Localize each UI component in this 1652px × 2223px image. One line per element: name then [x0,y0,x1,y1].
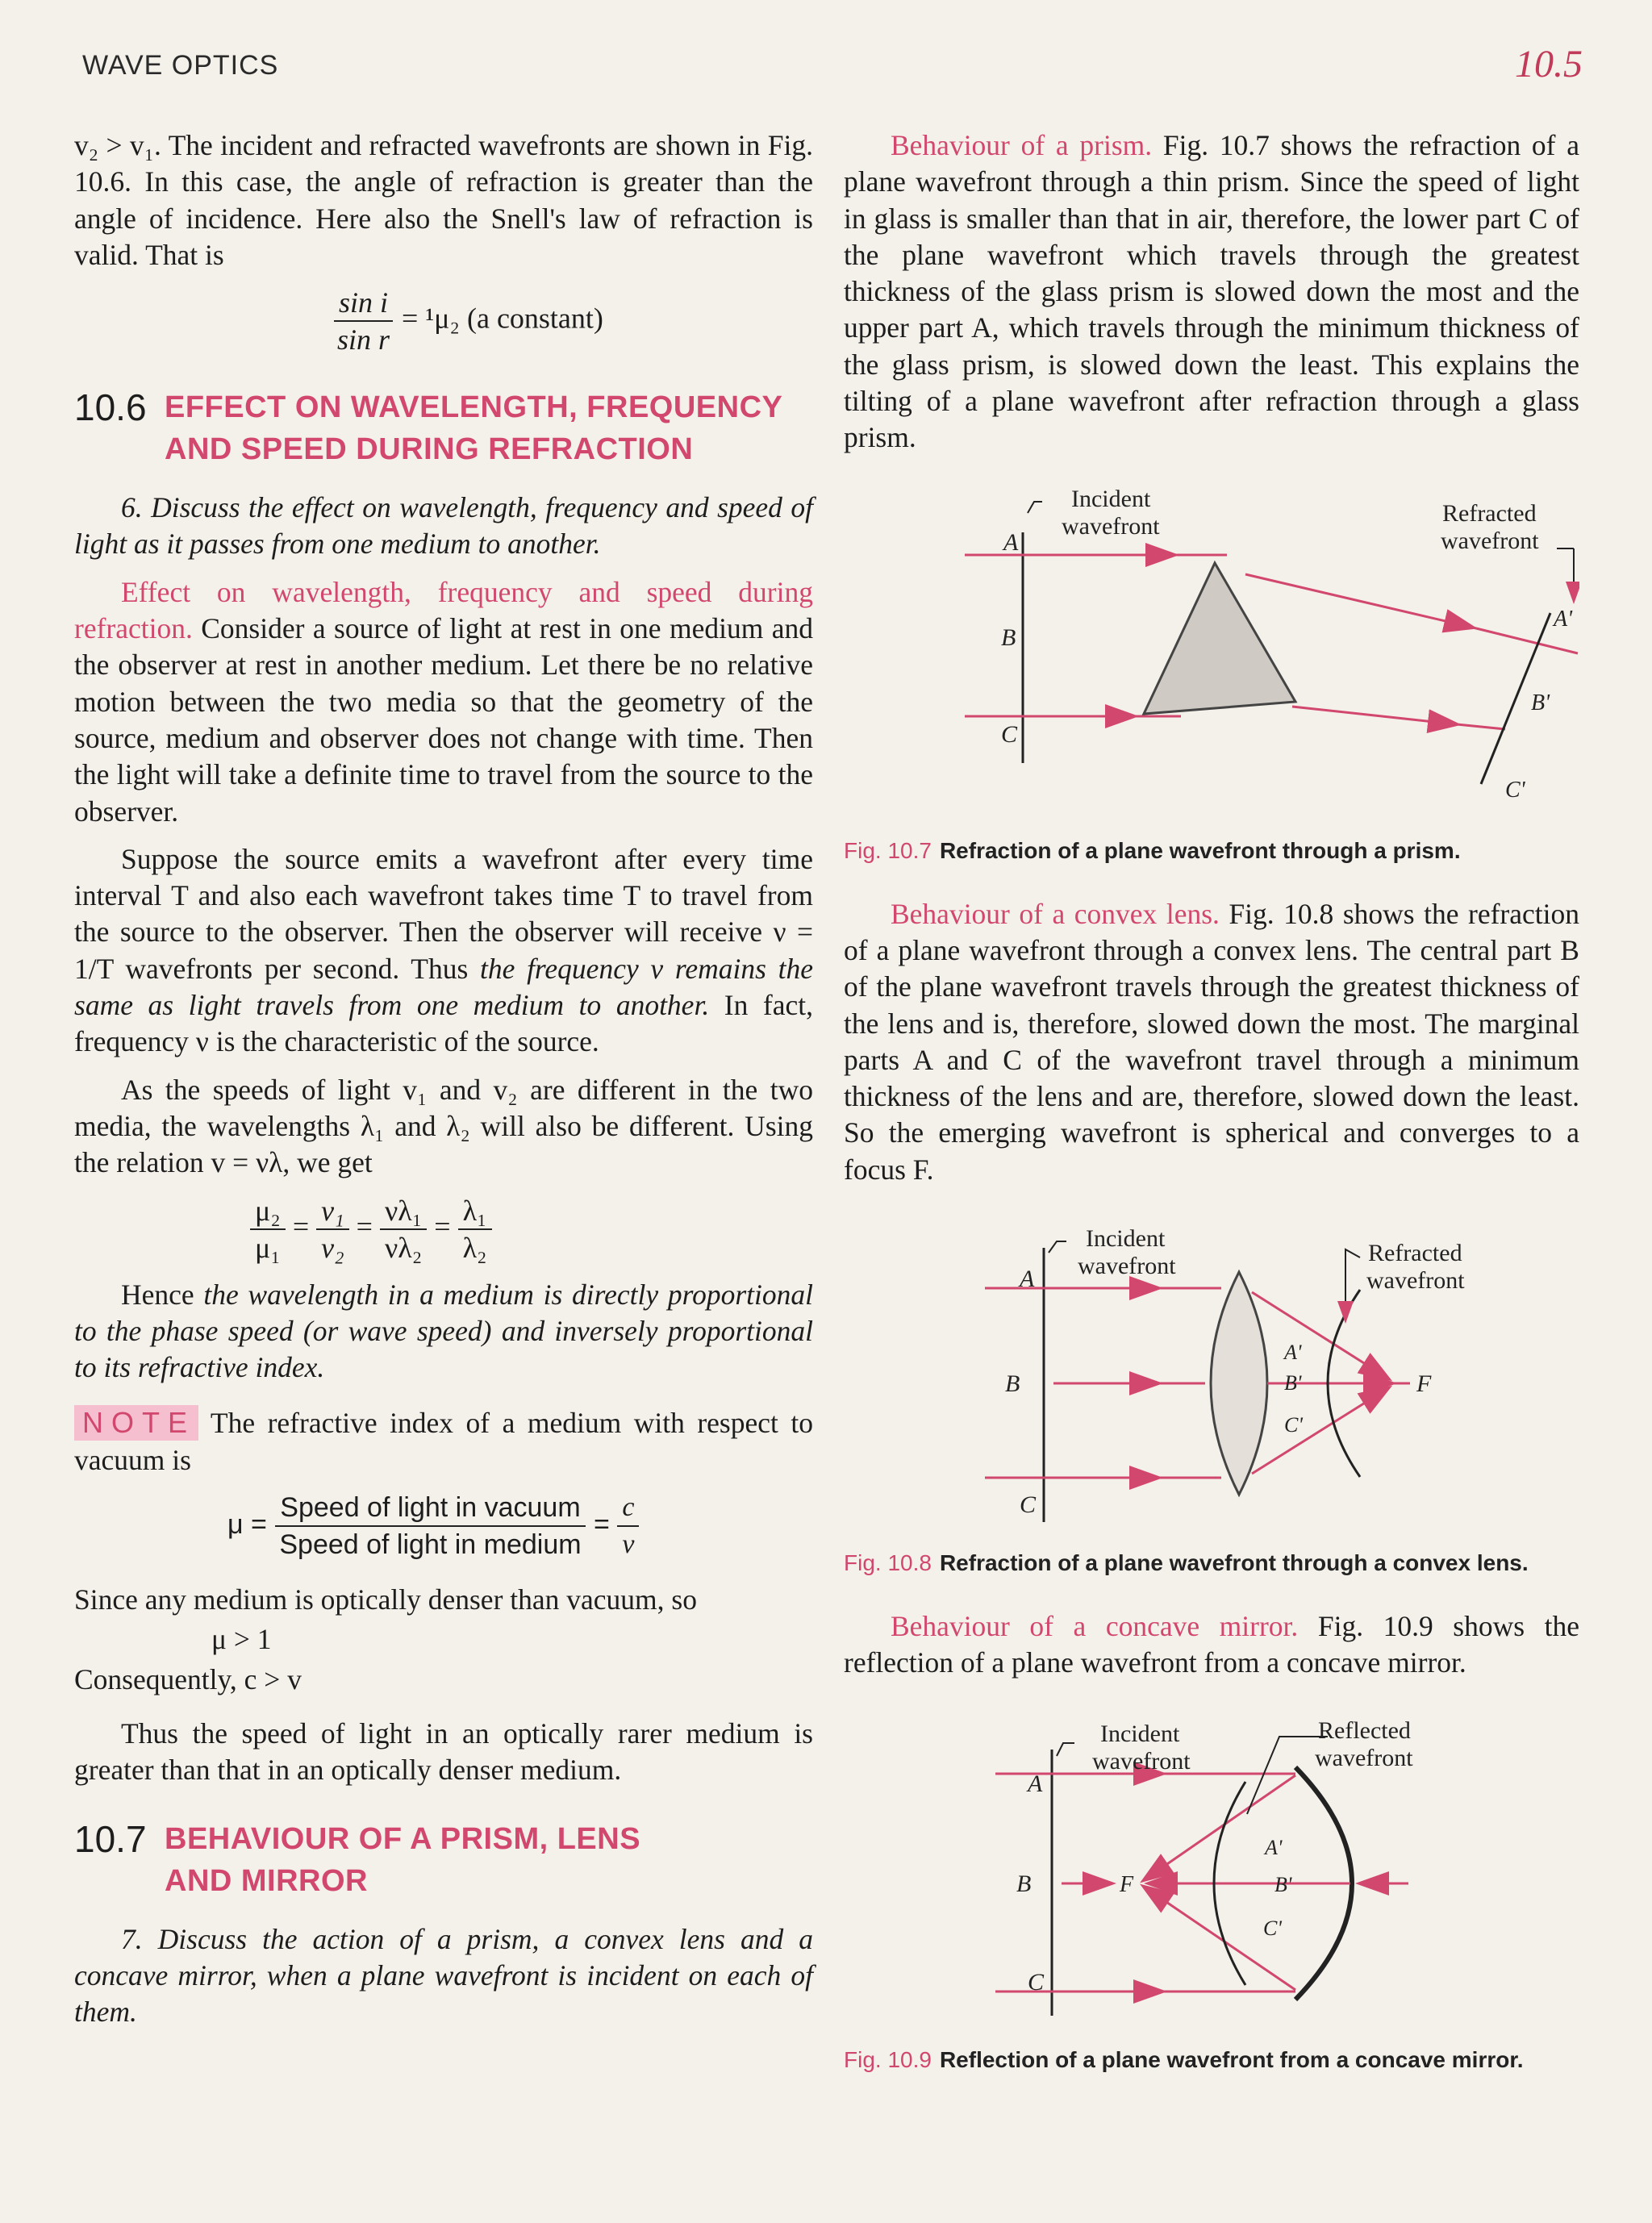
label-C-prime: C' [1505,777,1525,803]
eq-den: sin r [337,323,390,357]
paragraph-hence: Hence the wavelength in a medium is directly proportional to the phase speed (or wave speed) and inversely proportional to its refractive index. [74,1278,813,1384]
label-B: B [1001,624,1016,651]
question-6: 6. Discuss the effect on wavelength, frequency and speed of light as it passes from one medium to another. [74,491,813,561]
label-reflected: Reflected [1318,1716,1411,1744]
label-refracted: Refracted [1368,1240,1462,1267]
caption-text: Refraction of a plane wavefront through a convex lens. [939,1550,1529,1576]
eq-num: sin i [334,285,393,322]
paragraph-denser: Since any medium is optically denser than vacuum, so [74,1583,697,1616]
equation-ratio: $\frac{\text{μ₂}}{\text{μ₁}}$ = $\frac{\text{v₁}}{\text{v₂}}$ = $\frac{\text{νλ₁}}{\text{νλ₂}}$ = $\frac{\text{λ₁}}{\text{λ₂}}$ [74,1193,813,1266]
label-incident: Incident [1071,485,1151,512]
label-C: C [1028,1968,1045,1996]
label-wavefront: wavefront [1062,512,1160,540]
caption-number: Fig. 10.9 [844,2046,932,2072]
note-badge: NOTE [74,1405,198,1441]
label-B-prime: B' [1531,690,1550,715]
label-A: A [1028,1770,1043,1797]
paragraph-snell: v₂ > v₁. The incident and refracted wavefronts are shown in Fig. 10.6. In this case, the angle of refraction is greater than the angle of incidence. Here also the Snell's law of refraction is valid. That is [74,129,813,271]
figure-10-8-lens [844,1199,1579,1538]
paragraph-effect: Effect on wavelength, frequency and speed during refraction. Consider a source of light at rest in one medium and the observer at rest in another medium. Let there be no relative motion between the two media so that the geometry of the source, medium and observer does not change with time. Then the light will take a definite time to travel from the source to the observer. [74,575,813,828]
right-column [844,127,1579,2105]
paragraph-consequently: Consequently, c > v [74,1662,302,1695]
left-column [74,127,813,2042]
note-text: The refractive index of a medium with respect to vacuum is [74,1407,813,1476]
eq-rhs: = ¹μ₂ (a constant) [402,302,603,335]
figure-caption [844,2047,1579,2073]
paragraph-prism: Behaviour of a prism. Fig. 10.7 shows the refraction of a plane wavefront through a thin prism. Since the speed of light in glass is smaller than that in air, therefore, the lower part C of the plane wavefront which travels through the greatest thickness of the glass prism is slowed down the most and the upper part A, which travels through the minimum thickness of the glass prism, is slowed down the least. This explains the tilting of a plane wavefront after refraction through a glass prism. [844,129,1579,454]
label-B: B [1016,1870,1032,1897]
paragraph-lead: Behaviour of a prism. [891,129,1153,161]
label-focus: F [1416,1370,1432,1398]
label-C-prime: C' [1263,1916,1282,1940]
equation-snell [74,285,813,357]
label-wavefront: wavefront [1441,527,1539,554]
figure-caption [844,838,1579,864]
label-C: C [1001,720,1018,748]
caption-text: Reflection of a plane wavefront from a concave mirror. [939,2046,1524,2072]
section-title-line: AND MIRROR [165,1863,368,1898]
section-heading-10-6 [74,386,813,470]
paragraph-lead: Effect on wavelength, frequency and speed during refraction. [74,575,813,645]
figure-10-9-mirror [844,1693,1579,2032]
label-B-prime: B' [1274,1872,1292,1896]
figure-caption [844,1550,1579,1576]
note-box [74,1405,813,1479]
label-wavefront: wavefront [1366,1267,1465,1295]
label-wavefront: wavefront [1092,1747,1191,1775]
caption-number: Fig. 10.7 [844,837,932,863]
label-A-prime: A' [1554,606,1573,632]
label-incident: Incident [1086,1225,1166,1253]
label-B-prime: B' [1284,1371,1302,1395]
label-C-prime: C' [1284,1413,1303,1437]
paragraph-frequency: Suppose the source emits a wavefront after every time interval T and also each wavefront takes time T to travel from the source to the observer. Then the observer will receive ν = 1/T wavefronts per second. Thus the frequency ν remains the same as light travels from one medium to another. In fact, frequency ν is the characteristic of the source. [74,842,813,1058]
label-A-prime: A' [1284,1341,1302,1365]
caption-text: Refraction of a plane wavefront through a prism. [939,837,1461,863]
label-focus: F [1120,1871,1134,1897]
section-number: 10.6 [74,386,147,429]
label-refracted: Refracted [1442,499,1537,527]
question-7: 7. Discuss the action of a prism, a convex lens and a concave mirror, when a plane wavefront is incident on each of them. [74,1922,813,2029]
label-A-prime: A' [1265,1835,1283,1859]
equation-mu: μ > 1 [211,1623,272,1656]
label-wavefront: wavefront [1315,1744,1413,1771]
label-C: C [1020,1491,1037,1519]
running-header: WAVE OPTICS [82,50,279,81]
section-title-line: AND SPEED DURING REFRACTION [165,432,694,467]
label-incident: Incident [1100,1720,1180,1747]
page-number: 10.5 [1515,43,1583,86]
label-B: B [1005,1370,1020,1398]
figure-10-7-prism [844,468,1579,823]
paragraph-lens: Behaviour of a convex lens. Fig. 10.8 shows the refraction of a plane wavefront through a convex lens. The central part B of the plane wavefront travels through the greatest thickness of the lens and is, therefore, slowed down the most. The marginal parts A and C of the wavefront travel through a minimum thickness of the lens and are, therefore, slowed down the least. So the emerging wavefront is spherical and converges to a focus F. [844,897,1579,1186]
section-number: 10.7 [74,1817,147,1860]
label-A: A [1020,1266,1035,1293]
section-title-line: EFFECT ON WAVELENGTH, FREQUENCY [165,390,783,425]
caption-number: Fig. 10.8 [844,1550,932,1576]
paragraph-wavelength: As the speeds of light v₁ and v₂ are different in the two media, the wavelengths λ₁ and λ₂ will also be different. Using the relation v = νλ, we get [74,1073,813,1179]
equation-refractive-index: μ = $\frac{\text{Speed of light in vacuum}}{\text{Speed of light in medium}}$ = $\frac{c}{v}$ [74,1490,813,1562]
section-heading-10-7 [74,1818,813,1902]
paragraph-rarer: Thus the speed of light in an optically rarer medium is greater than that in an optically denser medium. [74,1716,813,1787]
section-title-line: BEHAVIOUR OF A PRISM, LENS [165,1821,641,1856]
paragraph-mirror: Behaviour of a concave mirror. Fig. 10.9 shows the reflection of a plane wavefront from a concave mirror. [844,1610,1579,1679]
paragraph-lead: Behaviour of a concave mirror. [891,1610,1299,1643]
label-A: A [1003,528,1019,556]
label-wavefront: wavefront [1078,1253,1176,1280]
paragraph-lead: Behaviour of a convex lens. [891,897,1220,930]
